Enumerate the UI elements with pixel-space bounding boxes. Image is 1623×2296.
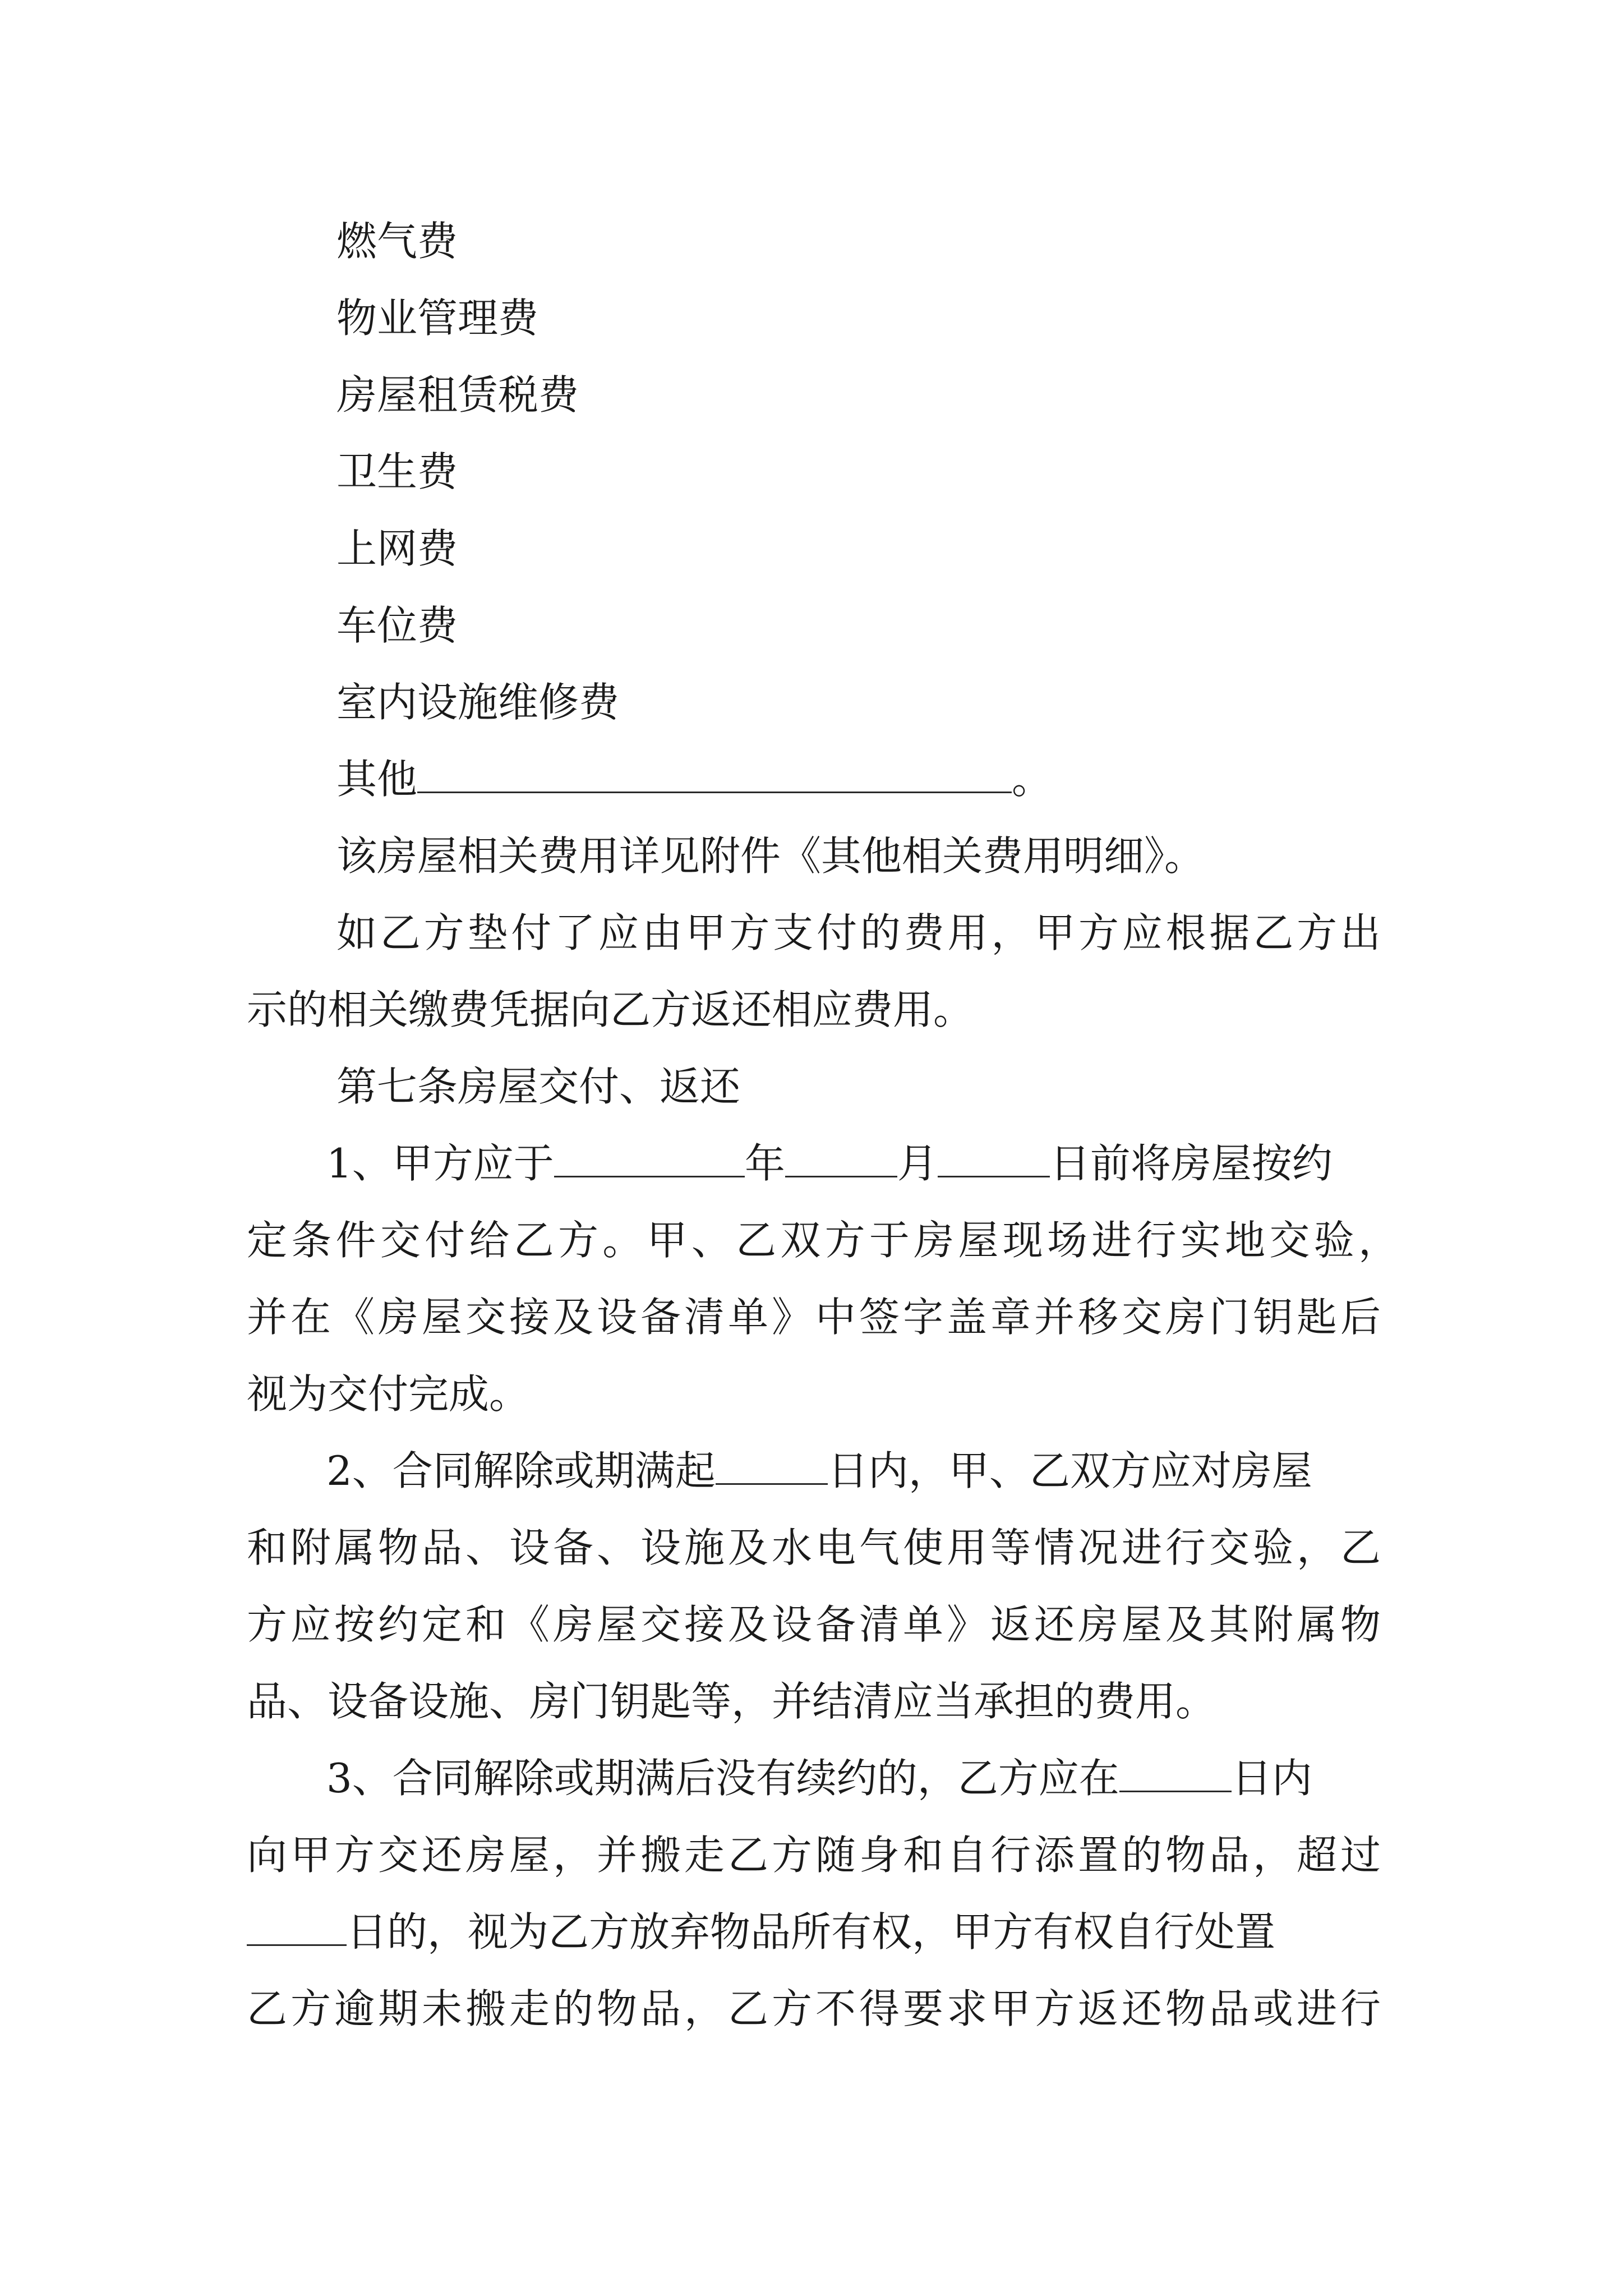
clause-3-text-b: 日内 <box>1231 1755 1312 1802</box>
clause-1-text-a: 1、甲方应于 <box>326 1140 554 1187</box>
clause-1-text-b: 日前将房屋按约 <box>1049 1140 1332 1187</box>
month-blank <box>785 1139 897 1177</box>
advance-payment-line-1: 如乙方垫付了应由甲方支付的费用，甲方应根据乙方出 <box>336 909 1381 956</box>
day-blank <box>938 1139 1050 1177</box>
clause-2-text-b: 日内，甲、乙双方应对房屋 <box>827 1447 1312 1494</box>
fee-item-property-management: 物业管理费 <box>336 295 539 342</box>
clause-3-line-3-text: 日的，视为乙方放弃物品所有权，甲方有权自行处置 <box>347 1908 1276 1955</box>
clause-1-line-3: 并在《房屋交接及设备清单》中签字盖章并移交房门钥匙后 <box>247 1294 1381 1341</box>
clause-3-line-2: 向甲方交还房屋，并搬走乙方随身和自行添置的物品，超过 <box>247 1832 1381 1879</box>
clause-2-line-1 <box>326 1443 1312 1499</box>
clause-1-month-label: 月 <box>897 1140 938 1187</box>
clause-3-line-4: 乙方逾期未搬走的物品，乙方不得要求甲方返还物品或进行 <box>247 1985 1381 2032</box>
fee-item-gas: 燃气费 <box>336 218 458 265</box>
clause-3-overdue-days-blank <box>247 1907 347 1946</box>
fee-item-other <box>336 751 1052 807</box>
clause-2-days-blank <box>716 1446 828 1485</box>
clause-1-line-4: 视为交付完成。 <box>247 1370 530 1418</box>
fee-item-sanitation: 卫生费 <box>336 448 458 495</box>
clause-2-line-4: 品、设备设施、房门钥匙等，并结清应当承担的费用。 <box>247 1678 1216 1725</box>
fee-detail-note: 该房屋相关费用详见附件《其他相关费用明细》。 <box>336 832 1205 880</box>
clause-2-text-a: 2、合同解除或期满起 <box>326 1447 716 1494</box>
clause-1-year-label: 年 <box>744 1140 785 1187</box>
other-label: 其他 <box>336 756 418 803</box>
other-end: 。 <box>1012 756 1053 803</box>
clause-1-line-2: 定条件交付给乙方。甲、乙双方于房屋现场进行实地交验， <box>247 1217 1399 1264</box>
clause-3-line-1 <box>326 1750 1312 1806</box>
clause-3-line-3 <box>247 1904 1275 1960</box>
year-blank <box>554 1139 745 1177</box>
article-7-title: 第七条房屋交付、返还 <box>336 1063 741 1110</box>
fee-item-rental-tax: 房屋租赁税费 <box>336 371 579 418</box>
fee-item-parking: 车位费 <box>336 602 458 649</box>
clause-2-line-2: 和附属物品、设备、设施及水电气使用等情况进行交验，乙 <box>247 1524 1381 1571</box>
fee-item-internet: 上网费 <box>336 525 458 572</box>
clause-3-days-blank <box>1119 1754 1232 1792</box>
advance-payment-line-2: 示的相关缴费凭据向乙方返还相应费用。 <box>247 986 974 1033</box>
clause-1-line-1 <box>326 1135 1332 1191</box>
fee-item-indoor-repair: 室内设施维修费 <box>336 679 620 726</box>
other-blank <box>417 754 1012 793</box>
clause-2-line-3: 方应按约定和《房屋交接及设备清单》返还房屋及其附属物 <box>247 1601 1381 1648</box>
clause-3-text-a: 3、合同解除或期满后没有续约的，乙方应在 <box>326 1755 1119 1802</box>
